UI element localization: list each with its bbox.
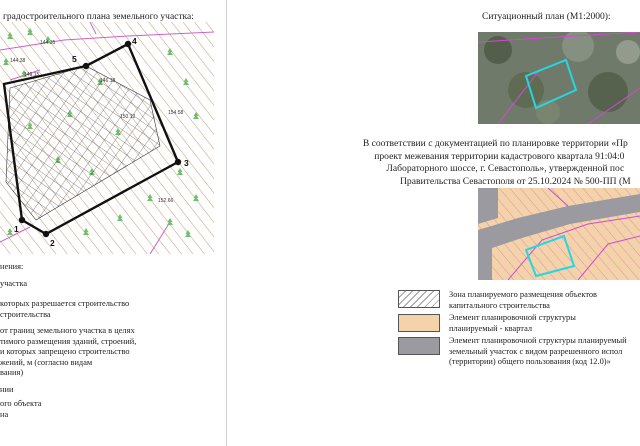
legend-line: тимого размещения зданий, строений, — [0, 336, 137, 346]
point-label-4: 4 — [132, 36, 137, 46]
planning-note-line: Правительства Севастополя от 25.10.2024 № 500-ПП (М — [400, 175, 631, 187]
situational-plan-aerial — [478, 32, 640, 124]
legend-line: нии — [0, 384, 14, 394]
point-label-3: 3 — [184, 158, 189, 168]
dimension-label: 152.66 — [158, 198, 174, 204]
legend-swatch-quarter — [398, 314, 440, 332]
legend-line: нения: — [0, 262, 24, 271]
legend-label-quarter: Элемент планировочной структуры планируемый - квартал — [449, 313, 576, 333]
dimension-label: 154.58 — [168, 110, 184, 116]
dimension-label: 150.12 — [120, 114, 136, 120]
point-label-5: 5 — [72, 54, 77, 64]
legend-line: и которых запрещено строительство — [0, 347, 130, 356]
planning-map — [478, 188, 640, 280]
legend-line: участка — [0, 278, 28, 288]
dimension-label: 144.38 — [10, 58, 26, 64]
planning-note-line: проект межевания территории кадастрового квартала 91:04:0 — [374, 150, 625, 162]
left-legend — [0, 262, 136, 420]
legend-line: вания) — [0, 368, 24, 377]
legend-label-hatched: Зона планируемого размещения объектов капитального строительства — [449, 290, 598, 310]
legend-line: строительства — [0, 309, 51, 319]
legend-label-public: Элемент планировочной структуры планируемый земельный участок с видом разрешенного испол (территории) общего пользования (код 12.0)» — [449, 336, 627, 366]
legend-line: на — [0, 409, 9, 419]
legend-line: жений, м (согласно видам — [0, 357, 93, 367]
main-plan-drawing — [0, 22, 214, 254]
legend-swatch-hatched — [398, 290, 440, 308]
planning-note-line: В соответствии с документацией по планировке территории «Пр — [362, 138, 628, 149]
legend-line: от границ земельного участка в целях — [0, 326, 135, 335]
point-label-2: 2 — [50, 238, 55, 248]
planning-note-line: Лабораторного шоссе, г. Севастополь», утвержденной пос — [386, 163, 625, 175]
main-plan-title: градостроительного плана земельного участка: — [3, 12, 194, 22]
dimension-label: 144.35 — [40, 40, 56, 46]
legend-line: ого объекта — [0, 399, 42, 408]
planning-note — [360, 138, 631, 188]
point-label-1: 1 — [14, 224, 19, 234]
situational-plan-title: Ситуационный план (М1:2000): — [482, 12, 611, 22]
dimension-label: 149.15 — [24, 72, 40, 78]
dimension-label: 146.18 — [100, 78, 116, 84]
page-divider — [226, 0, 227, 446]
legend-line: которых разрешается строительство — [0, 299, 130, 308]
legend-swatch-public — [398, 337, 440, 355]
